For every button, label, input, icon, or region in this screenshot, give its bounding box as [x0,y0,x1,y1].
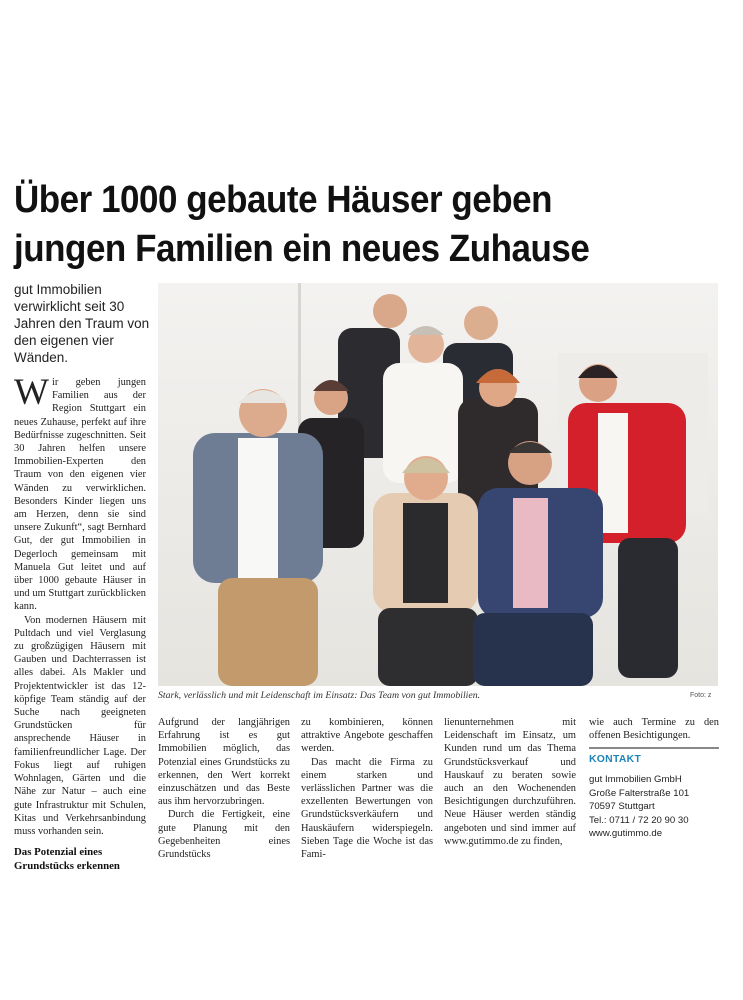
article-column-5 [589,716,719,742]
team-photo-illustration [158,283,718,686]
kontakt-website: www.gutimmo.de [589,828,663,839]
article-column-2 [158,716,290,861]
paragraph-text: ir geben jungen Familien aus der Region Stuttgart ein neues Zuhause, perfekt auf ihre Bedürfnisse zugeschnitten. Seit 30 Jahren helfen unsere Immobilien-Experten den Traum von den eigenen vier Wänden zu verwirklichen. Besonders Kinder liegen uns am Herzen, denn sie sind unsere Zukunft“, sagt Bernhard Gut, der gut Immobilien in Degerloch gemeinsam mit Manuela Gut leitet und auf über 1000 gebaute Häuser in und um Stuttgart zurückblicken kann. [14,377,146,613]
paragraph: zu kombinieren, können attraktive Angebote geschaffen werden. [301,717,433,755]
article-column-4 [444,716,576,848]
paragraph: Durch die Fertigkeit, eine gute Planung mit den Gegebenheiten eines Grundstücks [158,809,290,861]
kontakt-divider [589,747,719,749]
paragraph: Aufgrund der langjährigen Erfahrung ist es gut Immobilien möglich, das Potenzial eines Grundstücks zu erkennen, den Wert korrekt einzuschätzen und das Beste aus ihm hervorzubringen. [158,717,290,808]
photo-credit: Foto: z [690,692,712,699]
drop-cap: W [14,372,49,413]
paragraph [14,372,146,614]
paragraph: Von modernen Häusern mit Pultdach und viel Verglasung zu großzügigen Häusern mit Gauben und Dachterrassen ist alles dabei. Als Makler und Projektentwickler ist das 12-köpfige Team ständig auf der Suche nach geeigneten Grundstücken für ansprechende Häuser in familienfreundlicher Lage. Der Fokus liegt auf ruhigen Wohnlagen, Gärten und die Nähe zur Natur – auch eine gute Infrastruktur mit Schulen, Kitas und Verkehrsanbindung muss vorhanden sein. [14,614,146,837]
article-column-3 [301,716,433,861]
article-subheading: Das Potenzial eines Grundstücks erkennen [14,846,120,872]
kontakt-city: 70597 Stuttgart [589,801,655,812]
paragraph: Das macht die Firma zu einem starken und verlässlichen Partner was die exzellenten Bewertungen von Grundstücksverkäufern und Hauskäufern widerspiegeln. Sieben Tage die Woche ist das Fami- [301,756,433,861]
kontakt-heading: KONTAKT [589,754,642,765]
kontakt-street: Große Falterstraße 101 [589,787,690,799]
paragraph: lienunternehmen mit Leidenschaft im Einsatz, um Kunden rund um das Thema Grundstücksverkauf und Hauskauf zu beraten sowie auch an den Wochenenden Besichtigungen durchzuführen. Neue Häuser werden ständig angeboten und sind immer auf www.gutimmo.de zu finden, [444,717,576,847]
article-lead: gut Immobilien verwirklicht seit 30 Jahren den Traum von den eigenen vier Wänden. [14,282,150,365]
kontakt-box [589,773,729,841]
kontakt-company: gut Immobilien GmbH [589,774,682,785]
photo-caption: Stark, verlässlich und mit Leidenschaft im Einsatz: Das Team von gut Immobilien. [158,690,481,701]
article-column-1 [14,372,146,873]
kontakt-phone: Tel.: 0711 / 72 20 90 30 [589,814,689,826]
paragraph: wie auch Termine zu den offenen Besichtigungen. [589,717,719,742]
article-headline: Über 1000 gebaute Häuser geben jungen Familien ein neues Zuhause [14,179,590,270]
team-photo [158,283,718,686]
